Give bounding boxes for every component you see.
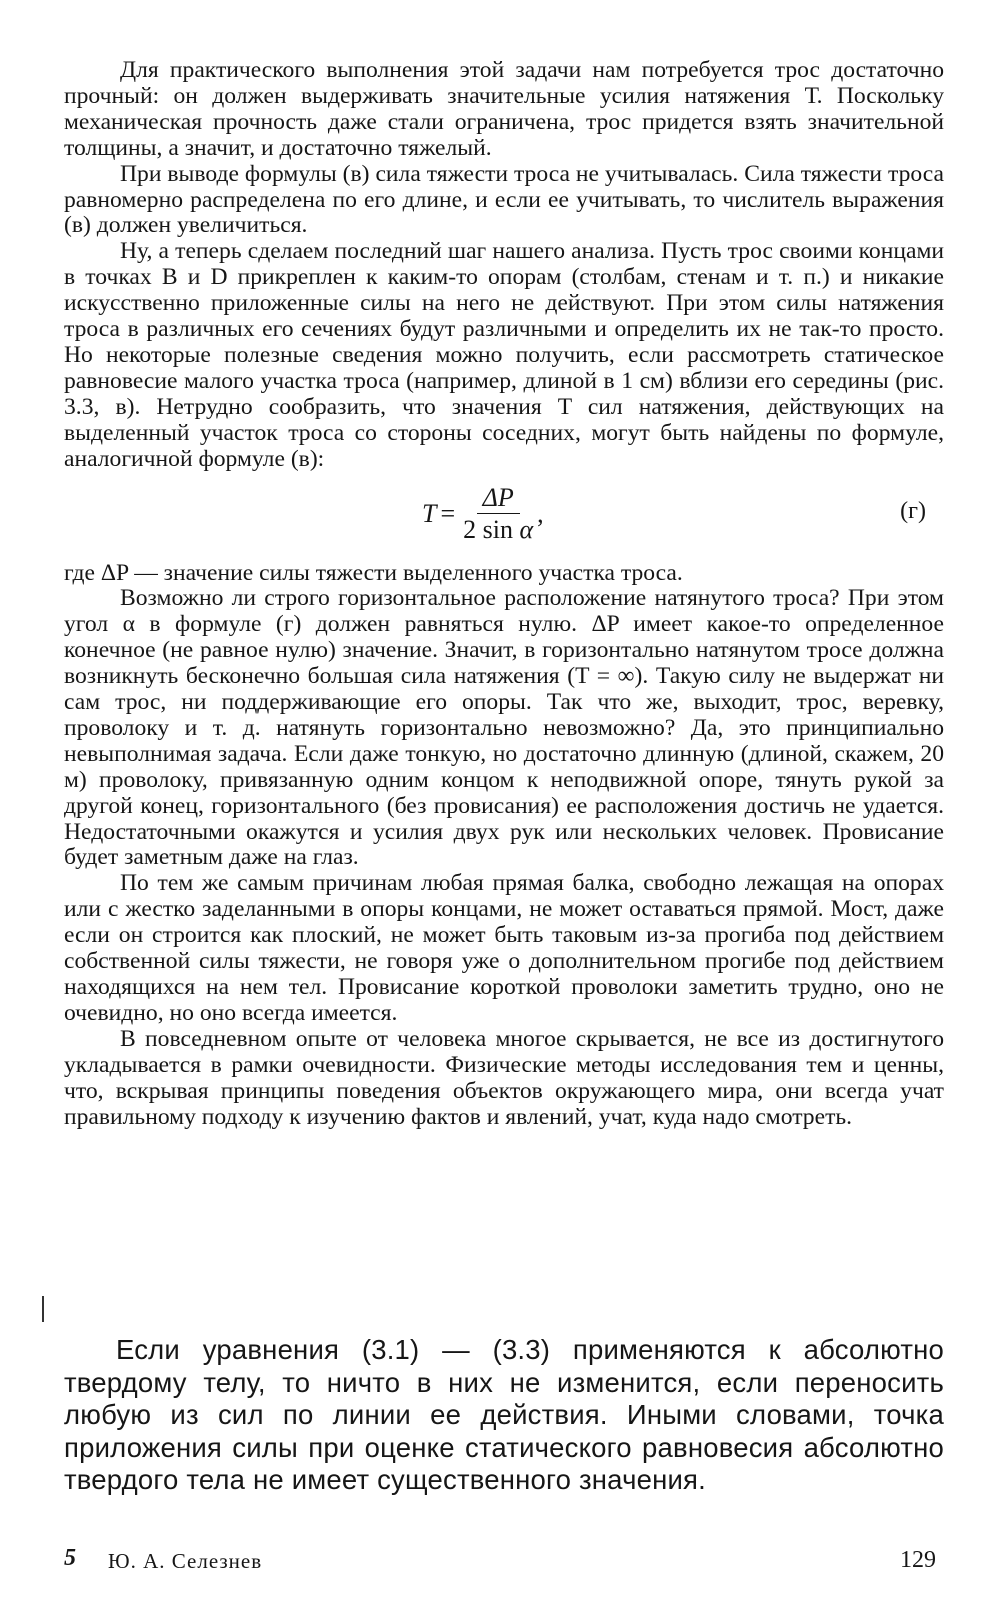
formula-g [64, 479, 944, 557]
page-number: 129 [900, 1547, 936, 1573]
formula-denominator [463, 514, 533, 543]
formula-numerator: ΔP [477, 485, 520, 515]
paragraph-rigid-body: Если уравнения (3.1) — (3.3) применяются к абсолютно твердому телу, то ничто в них не изменится, если переносить любую из сил по линии ее действия. Иными словами, точка приложения силы при оценке статического равновесия абсолютно твердого тела не имеет существенного значения. [64, 1334, 944, 1496]
formula-denominator-prefix: 2 sin [463, 515, 520, 545]
paragraph-formula-explanation: где ΔP — значение силы тяжести выделенного участка троса. [64, 559, 683, 586]
footer-author: Ю. А. Селезнев [108, 1549, 263, 1573]
paragraph-horizontal-rope: Возможно ли строго горизонтальное расположение натянутого троса? При этом угол α в формуле (г) должен равняться нулю. ΔP имеет какое-то определенное конечное (не равное нулю) значение. Значит, в горизонтально натянутом тросе должна возникнуть бесконечно большая сила натяжения (T = ∞). Такую силу не выдержат ни сам трос, ни поддерживающие его опоры. Так что же, выходит, трос, веревку, проволоку и т. д. натянуть горизонтально невозможно? Да, это принципиально невыполнимая задача. Если даже тонкую, но достаточно длинную (длиной, скажем, 20 м) проволоку, привязанную одним концом к неподвижной опоре, тянуть рукой за другой конец, горизонтального (без провисания) ее расположения достичь не удается. Недостаточными окажутся и усилия двух рук или нескольких человек. Провисание будет заметным даже на глаз. [64, 585, 944, 871]
page-footer [64, 1545, 936, 1579]
main-text [64, 58, 944, 1130]
paragraph-analysis-step: Ну, а теперь сделаем последний шаг нашего анализа. Пусть трос своими концами в точках B и D прикреплен к каким-то опорам (столбам, стенам и т. п.) и никакие искусственно приложенные силы на него не действуют. При этом силы натяжения троса в различных его сечениях будут различными и определить их не так-то просто. Но некоторые полезные сведения можно получить, если рассмотреть статическое равновесие малого участка троса (например, длиной в 1 см) вблизи его середины (рис. 3.3, в). Нетрудно сообразить, что значения T сил натяжения, действующих на выделенный участок троса со стороны соседних, могут быть найдены по формуле, аналогичной формуле (в): [64, 238, 944, 472]
formula-lhs: T [422, 498, 437, 528]
equation-number: (г) [900, 497, 926, 524]
paragraph-everyday-experience: В повседневном опыте от человека многое скрывается, не все из достигнутого укладывается в рамки очевидности. Физические методы исследования тем и ценны, что, вскрывая принципы поведения объектов окружающего мира, они всегда учат правильному подходу к изучению фактов и явлений, учат, куда надо смотреть. [64, 1025, 944, 1130]
formula-fraction [463, 482, 534, 545]
formula-equals: = [440, 498, 456, 528]
margin-mark [42, 1296, 44, 1322]
paragraph-rope-weight: При выводе формулы (в) сила тяжести троса не учитывалась. Сила тяжести троса равномерно распределена по его длине, и если ее учитывать, то числитель выражения (в) должен увеличиться. [64, 160, 944, 239]
formula-denominator-var: α [519, 515, 534, 545]
formula-expression [422, 482, 544, 545]
formula-trailing: , [537, 498, 544, 528]
highlighted-text [64, 1334, 944, 1497]
paragraph-beam-bridge: По тем же самым причинам любая прямая балка, свободно лежащая на опорах или с жестко заделанными в опоры концами, не может оставаться прямой. Мост, даже если он строится как плоский, не может быть таковым из-за прогиба под действием собственной силы тяжести, не говоря уже о дополнительном прогибе под действием находящихся на нем тел. Провисание короткой проволоки заметить трудно, оно не очевидно, но оно всегда имеется. [64, 870, 944, 1026]
paragraph-rope-strength: Для практического выполнения этой задачи нам потребуется трос достаточно прочный: он должен выдерживать значительные усилия натяжения Т. Поскольку механическая прочность даже стали ограничена, трос придется взять значительной толщины, а значит, и достаточно тяжелый. [64, 57, 944, 161]
signature-mark: 5 [64, 1545, 76, 1571]
